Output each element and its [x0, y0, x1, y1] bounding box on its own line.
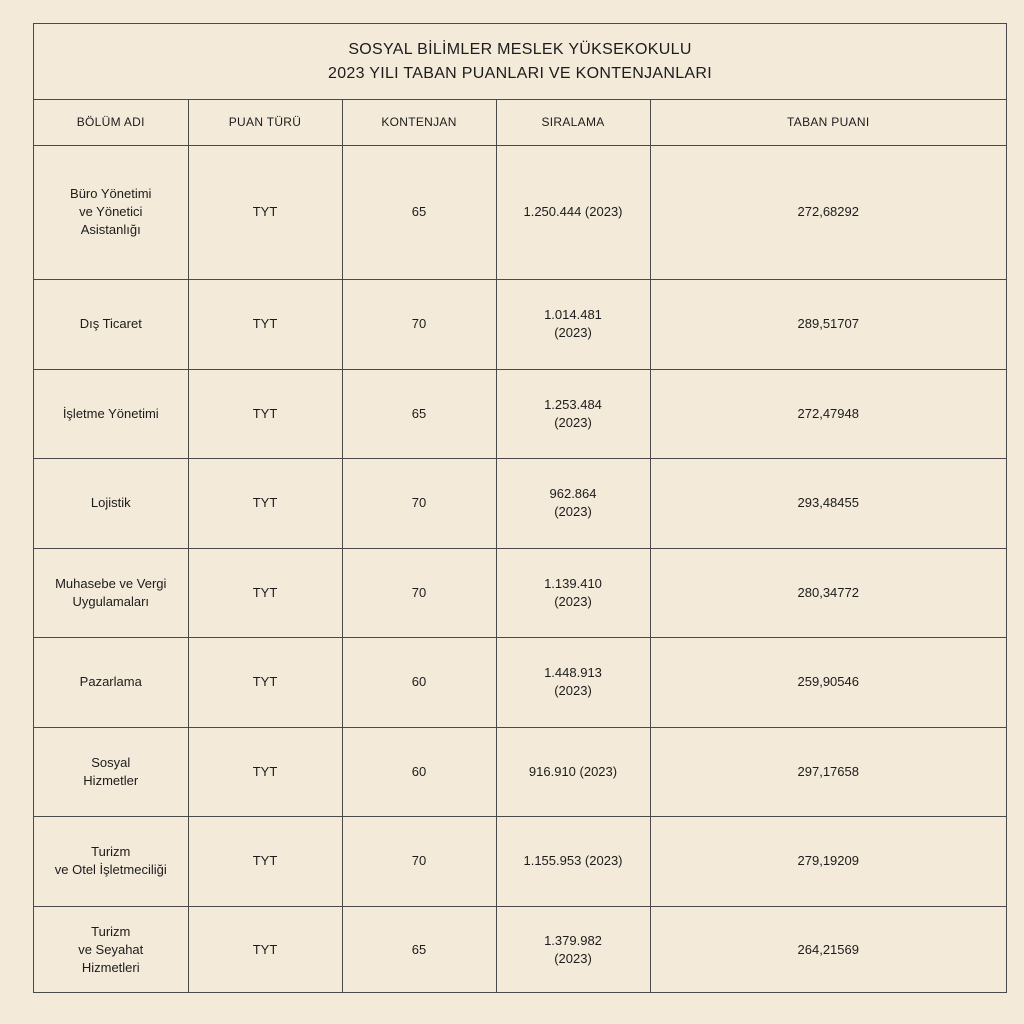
cell-kontenjan: 70: [342, 548, 496, 637]
cell-puan-turu: TYT: [188, 637, 342, 727]
table-row: [34, 548, 1006, 637]
cell-kontenjan: 65: [342, 145, 496, 279]
cell-siralama: 916.910 (2023): [496, 727, 650, 816]
cell-bolum: Turizm ve Seyahat Hizmetleri: [34, 906, 188, 993]
cell-taban-puani: 289,51707: [650, 279, 1006, 369]
cell-puan-turu: TYT: [188, 279, 342, 369]
cell-bolum: Dış Ticaret: [34, 279, 188, 369]
cell-taban-puani: 259,90546: [650, 637, 1006, 727]
table-row: [34, 816, 1006, 906]
cell-puan-turu: TYT: [188, 369, 342, 458]
cell-kontenjan: 65: [342, 906, 496, 993]
cell-taban-puani: 264,21569: [797, 941, 859, 957]
score-table-container: [33, 23, 1007, 993]
cell-bolum: Lojistik: [34, 458, 188, 548]
cell-bolum: Pazarlama: [34, 637, 188, 727]
cell-kontenjan: 60: [342, 637, 496, 727]
cell-puan-turu: TYT: [188, 906, 342, 993]
title-line-2: 2023 YILI TABAN PUANLARI VE KONTENJANLARI: [328, 64, 712, 82]
cell-taban-puani: 280,34772: [650, 548, 1006, 637]
cell-siralama: 1.253.484 (2023): [496, 369, 650, 458]
header-siralama: SIRALAMA: [496, 100, 650, 145]
cell-bolum: Turizm ve Otel İşletmeciliği: [34, 816, 188, 906]
table-row: [34, 279, 1006, 369]
cell-siralama: 962.864 (2023): [496, 458, 650, 548]
table-row: [34, 369, 1006, 458]
table-row: [34, 727, 1006, 816]
cell-puan-turu: TYT: [188, 816, 342, 906]
cell-siralama: 1.379.982 (2023): [496, 906, 650, 993]
cell-bolum: İşletme Yönetimi: [34, 369, 188, 458]
cell-puan-turu: TYT: [188, 458, 342, 548]
cell-kontenjan: 70: [342, 279, 496, 369]
cell-bolum: Büro Yönetimi ve Yönetici Asistanlığı: [34, 145, 188, 279]
cell-taban-puani: 272,47948: [650, 369, 1006, 458]
table-row: [34, 458, 1006, 548]
cell-puan-turu: TYT: [188, 145, 342, 279]
cell-taban-puani: 279,19209: [650, 816, 1006, 906]
table-title: [34, 24, 1006, 100]
cell-taban-puani: 293,48455: [650, 458, 1006, 548]
score-table: [34, 100, 1006, 993]
title-line-1: SOSYAL BİLİMLER MESLEK YÜKSEKOKULU: [348, 40, 692, 58]
cell-taban-puani: 297,17658: [650, 727, 1006, 816]
cell-kontenjan: 60: [342, 727, 496, 816]
header-taban-puani: TABAN PUANI: [650, 100, 1006, 145]
header-kontenjan: KONTENJAN: [342, 100, 496, 145]
table-row: [34, 637, 1006, 727]
cell-puan-turu: TYT: [188, 727, 342, 816]
header-row: [34, 100, 1006, 145]
cell-siralama: 1.014.481 (2023): [496, 279, 650, 369]
cell-siralama: 1.155.953 (2023): [496, 816, 650, 906]
cell-siralama: 1.250.444 (2023): [496, 145, 650, 279]
cell-kontenjan: 65: [342, 369, 496, 458]
cell-puan-turu: TYT: [188, 548, 342, 637]
cell-siralama: 1.139.410 (2023): [496, 548, 650, 637]
cell-taban-puani: 272,68292: [650, 145, 1006, 279]
cell-kontenjan: 70: [342, 816, 496, 906]
table-row: [34, 145, 1006, 279]
header-puan-turu: PUAN TÜRÜ: [188, 100, 342, 145]
table-row: [34, 906, 1006, 993]
cell-bolum: Sosyal Hizmetler: [34, 727, 188, 816]
cell-siralama: 1.448.913 (2023): [496, 637, 650, 727]
header-bolum-adi: BÖLÜM ADI: [34, 100, 188, 145]
cell-kontenjan: 70: [342, 458, 496, 548]
cell-bolum: Muhasebe ve Vergi Uygulamaları: [34, 548, 188, 637]
